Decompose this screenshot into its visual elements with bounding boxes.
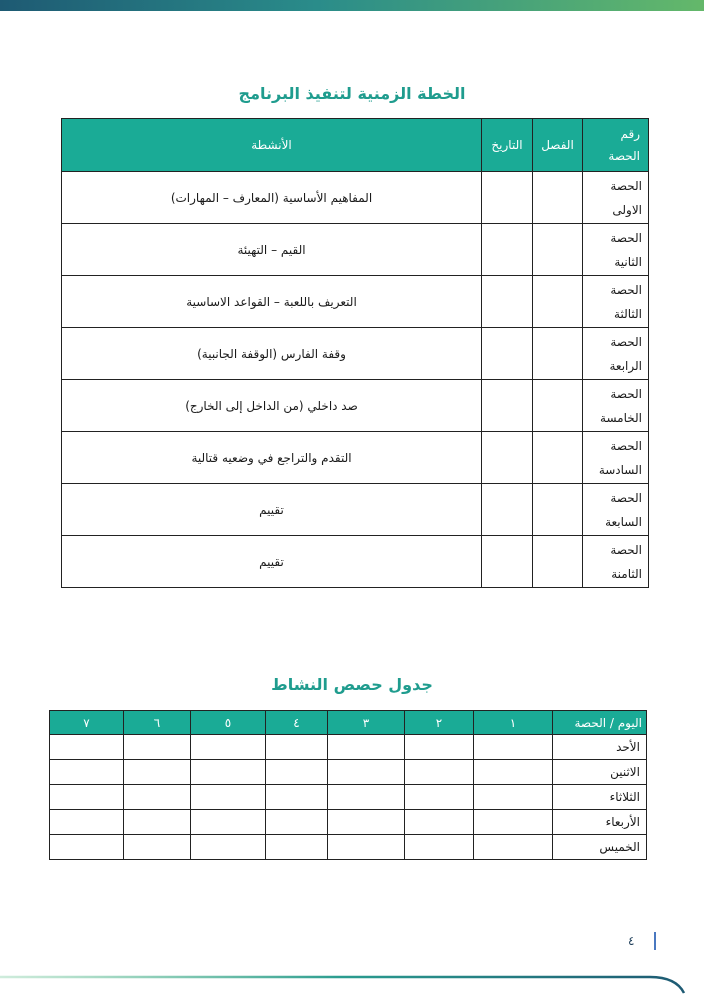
schedule-cell[interactable] bbox=[124, 785, 191, 810]
schedule-row bbox=[50, 810, 647, 835]
page-number: ٤ bbox=[628, 934, 635, 948]
plan-header-row bbox=[62, 119, 649, 172]
date-cell[interactable] bbox=[482, 276, 533, 328]
schedule-cell[interactable] bbox=[328, 785, 405, 810]
page-number-separator bbox=[654, 932, 656, 950]
schedule-cell[interactable] bbox=[266, 835, 328, 860]
top-gradient-bar bbox=[0, 0, 704, 11]
plan-row bbox=[62, 380, 649, 432]
schedule-cell[interactable] bbox=[328, 760, 405, 785]
schedule-cell[interactable] bbox=[124, 810, 191, 835]
chapter-cell[interactable] bbox=[533, 536, 583, 588]
session-label-line2: السادسة bbox=[598, 462, 642, 477]
schedule-cell[interactable] bbox=[266, 810, 328, 835]
session-label bbox=[583, 276, 649, 328]
session-label-line1: الحصة bbox=[610, 542, 642, 557]
schedule-row bbox=[50, 835, 647, 860]
session-label-line2: الثامنة bbox=[611, 566, 642, 581]
date-cell[interactable] bbox=[482, 172, 533, 224]
session-label bbox=[583, 484, 649, 536]
header-date: التاريخ bbox=[482, 119, 533, 172]
header-session-number bbox=[583, 119, 649, 172]
day-label: الاثنين bbox=[553, 760, 647, 785]
date-cell[interactable] bbox=[482, 224, 533, 276]
plan-row bbox=[62, 172, 649, 224]
schedule-cell[interactable] bbox=[405, 735, 474, 760]
schedule-cell[interactable] bbox=[124, 735, 191, 760]
schedule-cell[interactable] bbox=[191, 735, 266, 760]
activity-cell: تقييم bbox=[62, 484, 482, 536]
plan-table bbox=[61, 118, 649, 588]
schedule-title: جدول حصص النشاط bbox=[271, 675, 433, 694]
session-label bbox=[583, 432, 649, 484]
schedule-row bbox=[50, 735, 647, 760]
session-label-line1: الحصة bbox=[610, 490, 642, 505]
schedule-cell[interactable] bbox=[50, 735, 124, 760]
plan-row bbox=[62, 224, 649, 276]
schedule-cell[interactable] bbox=[474, 835, 553, 860]
schedule-cell[interactable] bbox=[405, 785, 474, 810]
header-session-number-line1: رقم bbox=[620, 127, 640, 141]
session-label bbox=[583, 328, 649, 380]
chapter-cell[interactable] bbox=[533, 484, 583, 536]
activity-cell: صد داخلي (من الداخل إلى الخارج) bbox=[62, 380, 482, 432]
session-label-line1: الحصة bbox=[610, 178, 642, 193]
schedule-cell[interactable] bbox=[328, 835, 405, 860]
schedule-row bbox=[50, 760, 647, 785]
day-label: الأربعاء bbox=[553, 810, 647, 835]
day-label: الأحد bbox=[553, 735, 647, 760]
date-cell[interactable] bbox=[482, 484, 533, 536]
session-label-line1: الحصة bbox=[610, 230, 642, 245]
activity-cell: التقدم والتراجع في وضعيه قتالية bbox=[62, 432, 482, 484]
plan-row bbox=[62, 328, 649, 380]
schedule-cell[interactable] bbox=[405, 835, 474, 860]
session-label-line1: الحصة bbox=[610, 282, 642, 297]
session-label-line2: الثانية bbox=[614, 254, 642, 269]
session-label bbox=[583, 536, 649, 588]
schedule-table bbox=[49, 710, 647, 860]
schedule-cell[interactable] bbox=[50, 810, 124, 835]
plan-row bbox=[62, 484, 649, 536]
header-day-period: اليوم / الحصة bbox=[553, 711, 647, 735]
schedule-cell[interactable] bbox=[124, 835, 191, 860]
schedule-cell[interactable] bbox=[191, 810, 266, 835]
schedule-header-row bbox=[50, 711, 647, 735]
header-activity: الأنشطة bbox=[62, 119, 482, 172]
period-header: ٧ bbox=[50, 711, 124, 735]
session-label-line2: الثالثة bbox=[614, 306, 642, 321]
schedule-cell[interactable] bbox=[474, 810, 553, 835]
schedule-cell[interactable] bbox=[474, 760, 553, 785]
session-label-line2: السابعة bbox=[605, 514, 642, 529]
schedule-cell[interactable] bbox=[405, 760, 474, 785]
day-label: الخميس bbox=[553, 835, 647, 860]
schedule-cell[interactable] bbox=[328, 735, 405, 760]
schedule-cell[interactable] bbox=[405, 810, 474, 835]
activity-cell: التعريف باللعبة – القواعد الاساسية bbox=[62, 276, 482, 328]
activity-cell: وقفة الفارس (الوقفة الجانبية) bbox=[62, 328, 482, 380]
session-label-line1: الحصة bbox=[610, 386, 642, 401]
period-header: ٢ bbox=[405, 711, 474, 735]
activity-cell: المفاهيم الأساسية (المعارف – المهارات) bbox=[62, 172, 482, 224]
plan-row bbox=[62, 432, 649, 484]
chapter-cell[interactable] bbox=[533, 276, 583, 328]
chapter-cell[interactable] bbox=[533, 380, 583, 432]
schedule-cell[interactable] bbox=[50, 785, 124, 810]
schedule-cell[interactable] bbox=[474, 735, 553, 760]
plan-row bbox=[62, 276, 649, 328]
date-cell[interactable] bbox=[482, 380, 533, 432]
period-header: ٣ bbox=[328, 711, 405, 735]
session-label bbox=[583, 224, 649, 276]
period-header: ٦ bbox=[124, 711, 191, 735]
period-header: ٤ bbox=[266, 711, 328, 735]
chapter-cell[interactable] bbox=[533, 224, 583, 276]
day-label: الثلاثاء bbox=[553, 785, 647, 810]
schedule-cell[interactable] bbox=[124, 760, 191, 785]
period-header: ١ bbox=[474, 711, 553, 735]
plan-row bbox=[62, 536, 649, 588]
activity-cell: تقييم bbox=[62, 536, 482, 588]
schedule-cell[interactable] bbox=[191, 785, 266, 810]
session-label-line1: الحصة bbox=[610, 438, 642, 453]
header-chapter: الفصل bbox=[533, 119, 583, 172]
schedule-cell[interactable] bbox=[191, 835, 266, 860]
activity-cell: القيم – التهيئة bbox=[62, 224, 482, 276]
session-label-line1: الحصة bbox=[610, 334, 642, 349]
schedule-cell[interactable] bbox=[266, 735, 328, 760]
schedule-row bbox=[50, 785, 647, 810]
chapter-cell[interactable] bbox=[533, 328, 583, 380]
date-cell[interactable] bbox=[482, 328, 533, 380]
schedule-cell[interactable] bbox=[50, 835, 124, 860]
period-header: ٥ bbox=[191, 711, 266, 735]
session-label-line2: الرابعة bbox=[609, 358, 642, 373]
date-cell[interactable] bbox=[482, 536, 533, 588]
date-cell[interactable] bbox=[482, 432, 533, 484]
schedule-cell[interactable] bbox=[50, 760, 124, 785]
session-label-line2: الاولى bbox=[612, 202, 642, 217]
chapter-cell[interactable] bbox=[533, 432, 583, 484]
session-label bbox=[583, 380, 649, 432]
chapter-cell[interactable] bbox=[533, 172, 583, 224]
header-session-number-line2: الحصة bbox=[608, 149, 640, 163]
schedule-cell[interactable] bbox=[191, 760, 266, 785]
bottom-decorative-line bbox=[0, 975, 690, 995]
schedule-cell[interactable] bbox=[266, 785, 328, 810]
session-label bbox=[583, 172, 649, 224]
schedule-cell[interactable] bbox=[328, 810, 405, 835]
schedule-cell[interactable] bbox=[474, 785, 553, 810]
schedule-cell[interactable] bbox=[266, 760, 328, 785]
plan-title: الخطة الزمنية لتنفيذ البرنامج bbox=[238, 84, 466, 103]
session-label-line2: الخامسة bbox=[600, 410, 642, 425]
